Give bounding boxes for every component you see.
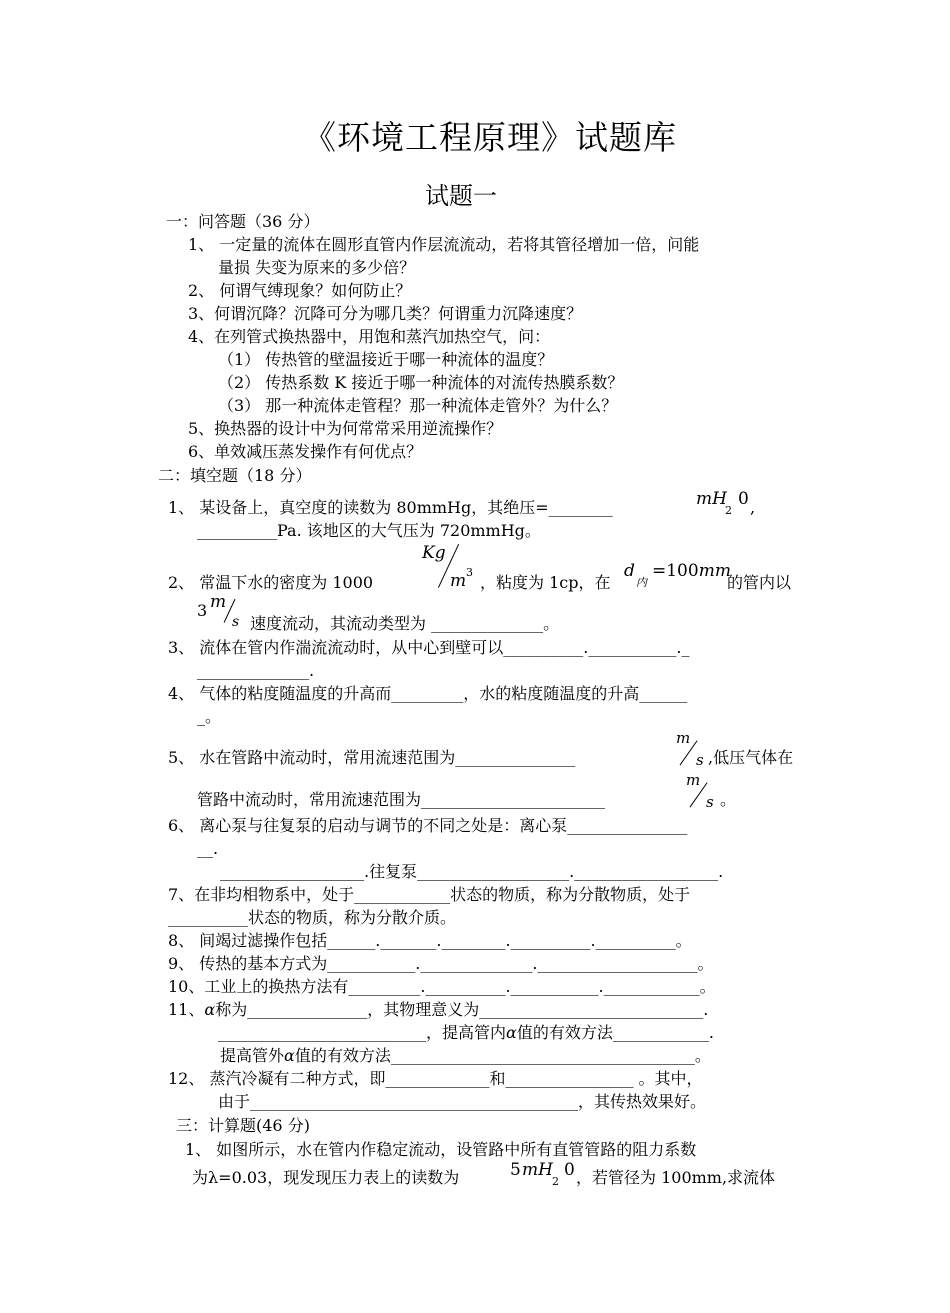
fill-2-s: s [232, 614, 240, 630]
fill-4-line1: 4、 气体的粘度随温度的升高而_________，水的粘度随温度的升高______ [168, 684, 688, 703]
fill-1-unit: mH [696, 489, 727, 509]
fill-3-line1: 3、 流体在管内作湍流流动时，从中心到壁可以__________.___________._ [168, 638, 690, 657]
calc-1-five: 5 [510, 1160, 521, 1180]
fill-7-line2: __________状态的物质，称为分散介质。 [168, 908, 457, 927]
fill-11-line2: __________________________，提高管内α值的有效方法____________. [218, 1023, 714, 1042]
fill-2-m2: m [210, 592, 227, 612]
fill-2-d: d [624, 561, 635, 581]
question-2: 2、 何谓气缚现象？如何防止？ [188, 281, 412, 300]
fill-10: 10、工业上的换热方法有_________.__________.___________.____________。 [168, 977, 716, 996]
fill-7-line1: 7、在非均相物系中，处于____________状态的物质，称为分散物质，处于 [168, 885, 691, 904]
fill-2-kg: Kg [422, 543, 446, 563]
fill-12-line2: 由于_________________________________________，其传热效果好。 [218, 1092, 707, 1111]
section1-heading: 一：问答题（36 分） [166, 212, 320, 231]
fill-1-line1: 1、 某设备上，真空度的读数为 80mmHg，其绝压=________ [168, 498, 613, 517]
fill-11-line3: 提高管外α值的有效方法______________________________________。 [220, 1046, 711, 1065]
fill-2-line2: 速度流动，其流动类型为 ______________。 [250, 614, 560, 633]
fill-2-text2: 的管内以 [727, 573, 792, 592]
fill-1-line2: __________Pa. 该地区的大气压为 720mmHg。 [197, 521, 541, 540]
lambda-value: λ=0.03 [208, 1168, 268, 1187]
question-4-sub2: （2） 传热系数 K 接近于哪一种流体的对流传热膜系数？ [218, 373, 624, 392]
document-subtitle: 试题一 [425, 182, 497, 210]
question-6: 6、单效减压蒸发操作有何优点？ [188, 442, 423, 461]
question-3: 3、何谓沉降？沉降可分为哪几类？何谓重力沉降速度？ [188, 304, 583, 323]
fill-12-line1: 12、 蒸汽冷凝有二种方式，即_____________和________________ 。其中， [168, 1069, 703, 1088]
fill-2-line1: 2、 常温下水的密度为 1000 [168, 573, 374, 592]
fill-5-s2: s [706, 793, 714, 811]
document-title: 《环境工程原理》试题库 [303, 118, 677, 157]
question-4: 4、在列管式换热器中，用饱和蒸汽加热空气，问： [188, 327, 551, 346]
fill-6-line1: 6、 离心泵与往复泵的启动与调节的不同之处是：离心泵_______________ [168, 816, 688, 835]
calc-1-sub: 2 [552, 1175, 559, 1188]
alpha-symbol: α [204, 1000, 216, 1019]
calc-1-line1: 1、 如图所示，水在管内作稳定流动，设管路中所有直管管路的阻力系数 [185, 1140, 697, 1159]
fill-4-line2: _。 [197, 707, 222, 726]
fill-6-line2: __. [197, 839, 219, 858]
calc-1-mH: mH [522, 1160, 553, 1180]
fill-2-eq: =100mm [652, 561, 731, 581]
section2-heading: 二：填空题（18 分） [158, 466, 312, 485]
fill-2-d-sub: 内 [636, 576, 647, 589]
question-4-sub1: （1） 传热管的壁温接近于哪一种流体的温度？ [218, 350, 554, 369]
fill-3-line2: ______________. [197, 661, 315, 680]
calc-1-line2: 为λ=0.03，现发现压力表上的读数为 [192, 1168, 460, 1187]
fill-5-m: m [676, 729, 691, 747]
question-5: 5、换热器的设计中为何常常采用逆流操作？ [188, 419, 503, 438]
question-1-line2: 量损 失变为原来的多少倍？ [218, 258, 416, 277]
fill-2-cube: 3 [466, 566, 473, 579]
fill-5-end: 。 [720, 790, 737, 809]
fill-8: 8、 间竭过滤操作包括______._______.________.__________.__________。 [168, 931, 692, 950]
fill-1-unit-sub: 2 [725, 504, 732, 517]
fill-6-line3: __________________.往复泵___________________.__________________. [220, 862, 724, 881]
fill-11-line1: 11、α称为_______________，其物理意义为____________________________. [168, 1000, 709, 1019]
question-4-sub3: （3） 那一种流体走管程？那一种流体走管外？为什么？ [218, 396, 618, 415]
calc-1-zero: 0 [564, 1160, 575, 1180]
fill-2-three: 3 [197, 601, 208, 620]
fill-9: 9、 传热的基本方式为___________.______________.____________________。 [168, 954, 714, 973]
section3-heading: 三：计算题(46 分) [176, 1116, 310, 1135]
fill-5-s: s [696, 751, 704, 769]
fill-5-text: ,低压气体在 [708, 748, 794, 767]
fill-1-unit-zero: 0 [738, 489, 749, 509]
fill-2-text: ，粘度为 1cp，在 [480, 573, 611, 592]
fill-1-comma: , [750, 498, 756, 517]
question-1-line1: 1、 一定量的流体在圆形直管内作层流流动，若将其管径增加一倍，问能 [188, 235, 700, 254]
fill-5-line1: 5、 水在管路中流动时，常用流速范围为_______________ [168, 748, 576, 767]
calc-1-line2-end: ，若管径为 100mm,求流体 [576, 1168, 776, 1187]
fill-2-m: m [450, 571, 467, 591]
fill-5-line2: 管路中流动时，常用流速范围为_______________________ [197, 790, 606, 809]
fill-5-m2: m [686, 771, 701, 789]
